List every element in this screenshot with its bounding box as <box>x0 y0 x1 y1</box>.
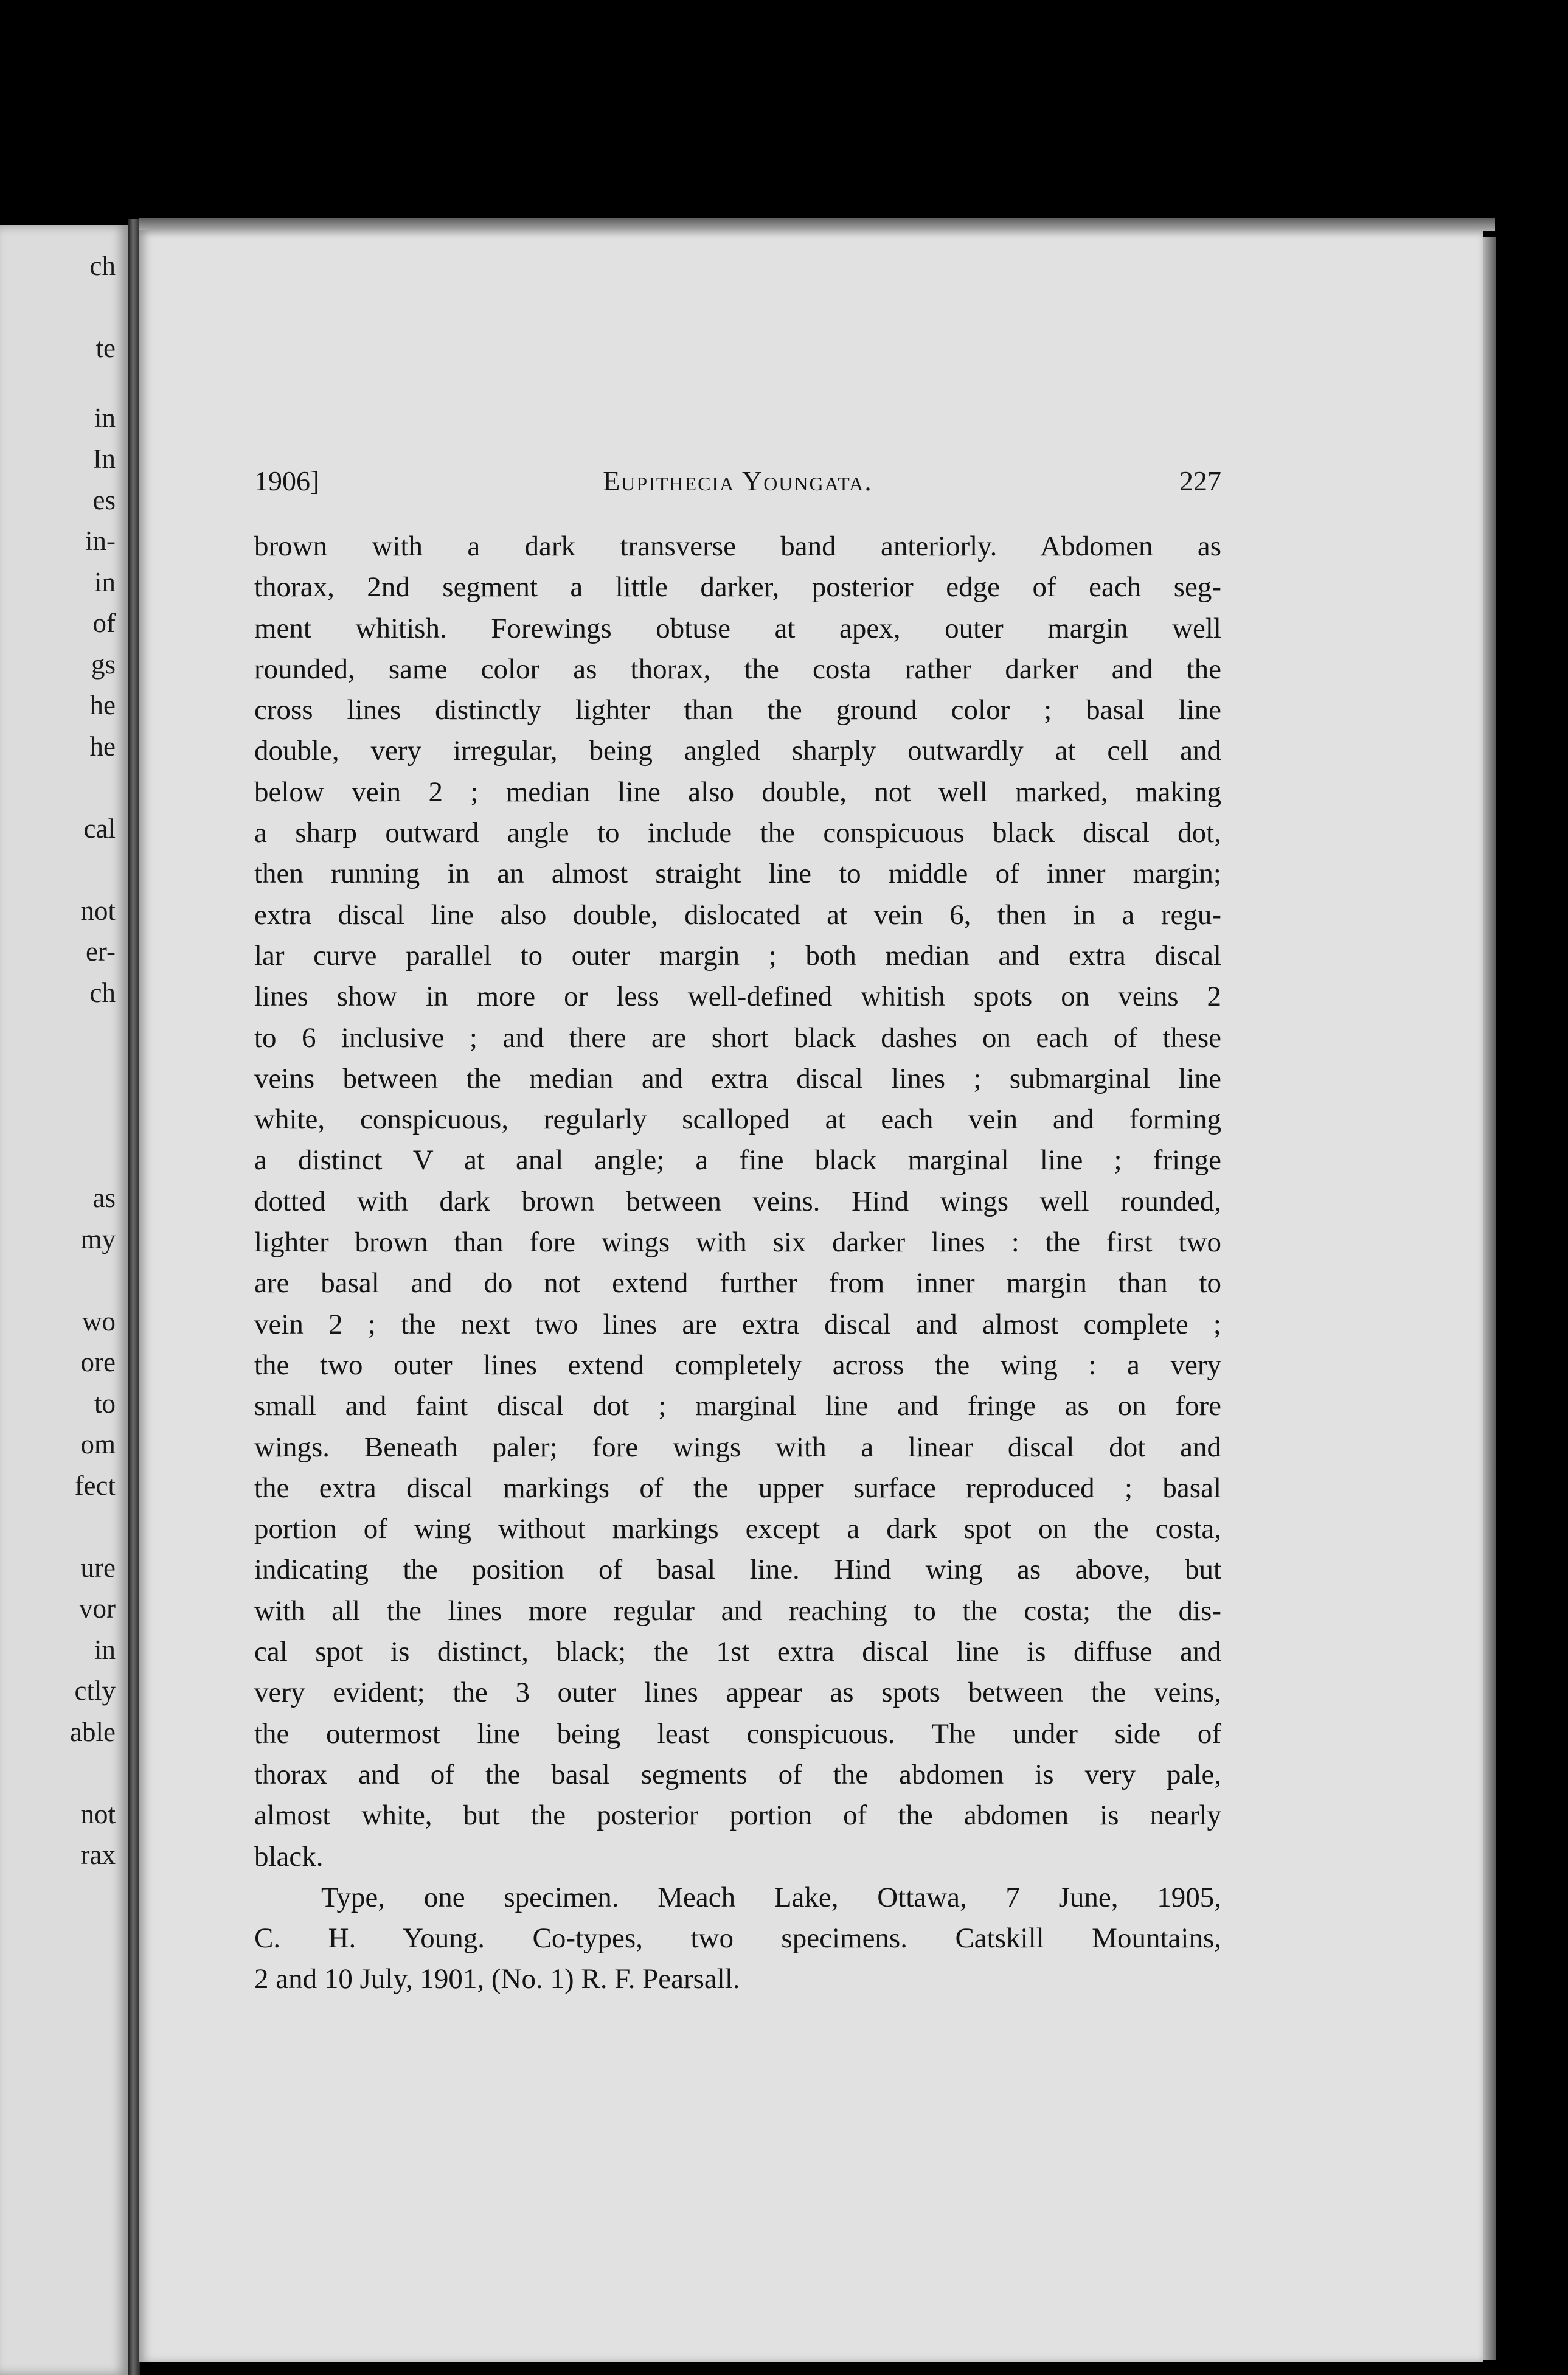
left-page-text-fragment: te <box>95 333 116 363</box>
text-line: wings. Beneath paler; fore wings with a linear discal dot and <box>254 1431 1221 1463</box>
header-title: Eupithecia Youngata. <box>603 465 873 496</box>
text-line: lighter brown than fore wings with six darker lines : the first two <box>254 1226 1221 1259</box>
text-line: the extra discal markings of the upper surface reproduced ; basal <box>254 1472 1221 1504</box>
text-line: below vein 2 ; median line also double, not well marked, making <box>254 776 1221 808</box>
text-line: a sharp outward angle to include the conspicuous black discal dot, <box>254 817 1221 849</box>
text-line: a distinct V at anal angle; a fine black marginal line ; fringe <box>254 1144 1221 1177</box>
text-line: Type, one specimen. Meach Lake, Ottawa, 7 June, 1905, <box>321 1881 1221 1913</box>
text-line: lar curve parallel to outer margin ; both median and extra discal <box>254 939 1221 972</box>
page-number: 227 <box>1179 465 1221 496</box>
text-line: portion of wing without markings except a dark spot on the costa, <box>254 1513 1221 1545</box>
left-page-text-fragment: in <box>94 403 116 433</box>
text-line: almost white, but the posterior portion of the abdomen is nearly <box>254 1800 1221 1832</box>
text-line: cal spot is distinct, black; the 1st extra discal line is diffuse and <box>254 1636 1221 1668</box>
text-line: 2 and 10 July, 1901, (No. 1) R. F. Pearsall. <box>254 1963 740 1995</box>
left-page-text-fragment: er- <box>85 936 116 967</box>
text-line: veins between the median and extra discal lines ; submarginal line <box>254 1062 1221 1094</box>
left-page-text-fragment: In <box>92 443 116 474</box>
text-line: cross lines distinctly lighter than the ground color ; basal line <box>254 694 1221 726</box>
left-page-text-fragment: gs <box>91 649 116 680</box>
left-page-text-fragment: wo <box>82 1306 116 1337</box>
left-page-text-fragment: in <box>94 1635 116 1665</box>
left-page-text-fragment: in- <box>85 526 116 556</box>
left-page-text-fragment: cal <box>83 813 116 844</box>
text-line: white, conspicuous, regularly scalloped at each vein and forming <box>254 1104 1221 1136</box>
left-page-text-fragment: ure <box>80 1553 116 1583</box>
text-line: very evident; the 3 outer lines appear as spots between the veins, <box>254 1677 1221 1709</box>
text-line: to 6 inclusive ; and there are short black dashes on each of these <box>254 1021 1221 1054</box>
header-year: 1906] <box>254 465 320 496</box>
running-header <box>254 465 1221 495</box>
text-line: with all the lines more regular and reaching to the costa; the dis- <box>254 1594 1221 1627</box>
left-page-text-fragment: as <box>92 1183 116 1213</box>
text-line: are basal and do not extend further from inner margin than to <box>254 1267 1221 1299</box>
text-line: double, very irregular, being angled sharply outwardly at cell and <box>254 735 1221 767</box>
left-page-text-fragment: ore <box>80 1347 116 1377</box>
left-page-text-fragment: es <box>92 485 116 515</box>
body-text <box>254 526 1221 2000</box>
book-page <box>139 230 1483 2362</box>
left-page-text-fragment: rax <box>80 1840 116 1870</box>
left-page-edge <box>0 225 128 2375</box>
text-line: lines show in more or less well-defined whitish spots on veins 2 <box>254 981 1221 1013</box>
text-line: C. H. Young. Co-types, two specimens. Catskill Mountains, <box>254 1922 1221 1955</box>
text-line: rounded, same color as thorax, the costa rather darker and the <box>254 653 1221 685</box>
text-line: brown with a dark transverse band anteriorly. Abdomen as <box>254 530 1221 562</box>
text-line: the two outer lines extend completely across the wing : a very <box>254 1349 1221 1381</box>
page-right-edge <box>1483 237 1496 2360</box>
left-page-text-fragment: my <box>80 1224 116 1254</box>
text-line: the outermost line being least conspicuous. The under side of <box>254 1717 1221 1750</box>
text-line: then running in an almost straight line to middle of inner margin; <box>254 858 1221 890</box>
text-line: vein 2 ; the next two lines are extra discal and almost complete ; <box>254 1308 1221 1340</box>
page-top-edge <box>139 218 1495 231</box>
text-line: ment whitish. Forewings obtuse at apex, outer margin well <box>254 612 1221 644</box>
left-page-text-fragment: ctly <box>74 1675 116 1706</box>
left-page-text-fragment: of <box>92 608 116 638</box>
text-line: indicating the position of basal line. Hind wing as above, but <box>254 1554 1221 1586</box>
left-page-text-fragment: he <box>89 690 116 720</box>
text-line: extra discal line also double, dislocated at vein 6, then in a regu- <box>254 899 1221 931</box>
text-line: small and faint discal dot ; marginal line and fringe as on fore <box>254 1390 1221 1422</box>
text-line: dotted with dark brown between veins. Hind wings well rounded, <box>254 1185 1221 1217</box>
text-line: black. <box>254 1840 324 1873</box>
left-page-text-fragment: vor <box>79 1593 116 1624</box>
left-page-text-fragment: not <box>80 895 116 926</box>
left-page-text-fragment: om <box>80 1429 116 1459</box>
text-line: thorax and of the basal segments of the abdomen is very pale, <box>254 1758 1221 1790</box>
book-binding <box>128 219 140 2375</box>
left-page-text-fragment: he <box>89 731 116 762</box>
left-page-text-fragment: fect <box>74 1470 116 1501</box>
left-page-text-fragment: ch <box>89 978 116 1008</box>
left-page-text-fragment: able <box>70 1717 116 1747</box>
text-line: thorax, 2nd segment a little darker, posterior edge of each seg- <box>254 571 1221 603</box>
left-page-text-fragment: not <box>80 1799 116 1829</box>
left-page-text-fragment: to <box>94 1388 116 1419</box>
left-page-text-fragment: ch <box>89 251 116 281</box>
left-page-text-fragment: in <box>94 567 116 597</box>
